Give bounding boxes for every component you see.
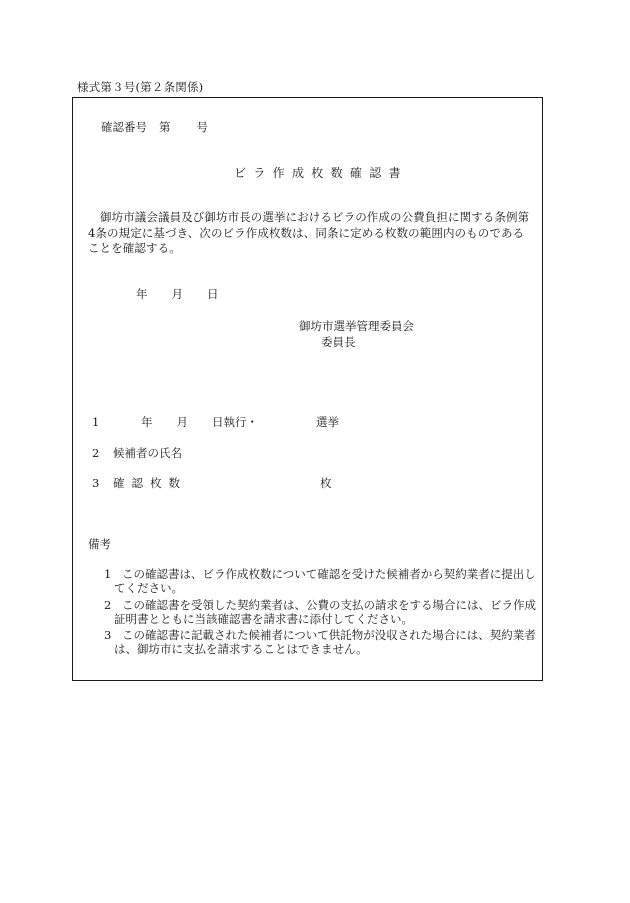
confirmation-number-suffix: 号	[196, 120, 208, 134]
title-char: 作	[272, 166, 285, 180]
item-candidate-name	[92, 446, 182, 461]
remark-note	[104, 628, 544, 656]
form-number-label: 様式第３号(第２条関係)	[77, 80, 204, 94]
remark-number: 3	[104, 628, 112, 642]
issue-date-day: 日	[207, 287, 219, 301]
title-char: 書	[388, 166, 401, 180]
document-title	[234, 164, 401, 181]
issuer-chair: 委員長	[321, 335, 356, 349]
title-char: 数	[330, 166, 343, 180]
remark-text: この確認書を受領した契約業者は、公費の支払の請求をする場合には、ビラ作成証明書とともに当該確認書を請求書に添付してください。	[114, 598, 536, 626]
item-count-label: 確 認 枚 数	[113, 476, 180, 490]
title-char: 認	[369, 166, 382, 180]
issue-date-line	[136, 287, 219, 302]
item-month: 月	[176, 415, 188, 429]
title-char: 成	[291, 166, 304, 180]
confirmation-number-line	[101, 120, 208, 135]
remark-text: この確認書は、ビラ作成枚数について確認を受けた候補者から契約業者に提出してください。	[114, 567, 536, 595]
remark-note	[104, 598, 544, 626]
issue-date-month: 月	[171, 287, 183, 301]
item-election: 選挙	[316, 415, 339, 429]
item-count-unit: 枚	[320, 476, 332, 490]
issuer-committee: 御坊市選挙管理委員会	[299, 319, 414, 333]
confirmation-number-label: 確認番号	[101, 120, 147, 134]
title-char: ラ	[253, 166, 266, 180]
item-candidate-label: 候補者の氏名	[113, 446, 182, 460]
title-char: 確	[349, 166, 362, 180]
remark-note	[104, 567, 544, 595]
item-confirmed-count	[92, 476, 332, 491]
confirmation-number-prefix: 第	[159, 120, 171, 134]
item-election-date	[92, 415, 339, 430]
item-year: 年	[141, 415, 153, 429]
remarks-heading: 備考	[88, 537, 111, 551]
confirmation-body-text: 御坊市議会議員及び御坊市長の選挙におけるビラの作成の公費負担に関する条例第4条の規定に基づき、次のビラ作成枚数は、同条に定める枚数の範囲内のものであることを確認する。	[88, 210, 530, 255]
item-number: 2	[92, 446, 100, 460]
item-number: 1	[92, 415, 100, 429]
title-char: 枚	[311, 166, 324, 180]
remark-number: 1	[104, 567, 112, 581]
issue-date-year: 年	[136, 287, 148, 301]
item-day-held: 日執行・	[212, 415, 258, 429]
remark-number: 2	[104, 598, 112, 612]
item-number: 3	[92, 476, 100, 490]
remark-text: この確認書に記載された候補者について供託物が没収された場合には、契約業者は、御坊市に支払を請求することはできません。	[114, 628, 536, 656]
title-char: ビ	[234, 166, 247, 180]
